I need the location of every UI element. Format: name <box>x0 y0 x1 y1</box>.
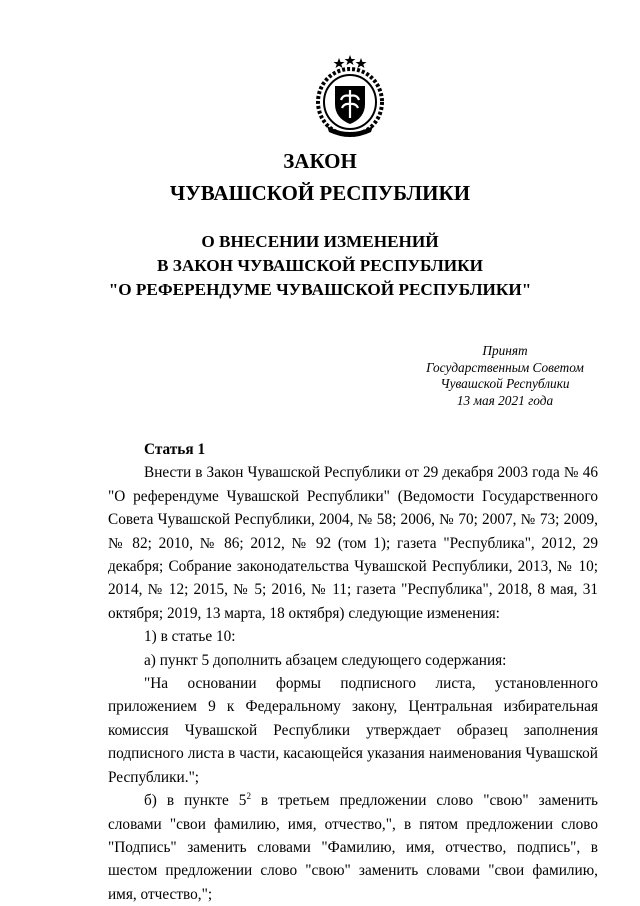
article-paragraph-4: "На основании формы подписного листа, установленного приложением 9 к Федеральному закону, Центральная избирательная комиссия Чувашской Республики утверждает образец заполнения подписного листа в части, касающейся указания наименования Чувашской Республики."; <box>108 675 598 786</box>
adoption-note <box>400 343 610 409</box>
article-heading: Статья 1 <box>144 441 206 458</box>
adoption-line-adopted: Принят <box>482 343 528 358</box>
adoption-line-republic: Чувашской Республики <box>440 376 570 391</box>
law-subtitle-line2: В ЗАКОН ЧУВАШСКОЙ РЕСПУБЛИКИ <box>157 256 483 275</box>
p5-after: в третьем предложении слово "свою" заменить словами "свои фамилию, имя, отчество,", в пятом предложении слово "Подпись" заменить словами "Фамилию, имя, отчество, подпись", в шестом предложении слово "свою" заменить словами "свои фамилию, имя, отчество,"; <box>108 792 598 903</box>
article-paragraph-1: Внести в Закон Чувашской Республики от 29 декабря 2003 года № 46 "О референдуме Чувашской Республики" (Ведомости Государственного Совета Чувашской Республики, 2004, № 58; 2006, № 70; 2007, № 73; 2009, № 82; 2010, № 86; 2012, № 92 (том 1); газета "Республика", 2012, 29 декабря; Собрание законодательства Чувашской Республики, 2013, № 10; 2014, № 12; 2015, № 5; 2016, № 11; газета "Республика", 2018, 8 мая, 31 октября; 2019, 13 марта, 18 октября) следующие изменения: <box>108 464 598 622</box>
adoption-date: 13 мая 2021 года <box>456 392 554 408</box>
law-title: ЗАКОН <box>283 149 357 173</box>
p5-superscript: 2 <box>246 791 251 802</box>
article-paragraph-5 <box>108 789 598 906</box>
adoption-line-body: Государственным Советом <box>426 359 584 375</box>
coat-of-arms-emblem <box>313 52 387 140</box>
law-title-republic: ЧУВАШСКОЙ РЕСПУБЛИКИ <box>169 181 471 205</box>
article-paragraph-2: 1) в статье 10: <box>144 628 236 646</box>
article-paragraph-3: а) пункт 5 дополнить абзацем следующего содержания: <box>144 651 507 669</box>
law-subtitle-line3: "О РЕФЕРЕНДУМЕ ЧУВАШСКОЙ РЕСПУБЛИКИ" <box>108 280 532 299</box>
p5-before: б) в пункте 5 <box>144 792 247 810</box>
article-body <box>108 438 598 906</box>
law-subtitle-line1: О ВНЕСЕНИИ ИЗМЕНЕНИЙ <box>201 232 439 251</box>
